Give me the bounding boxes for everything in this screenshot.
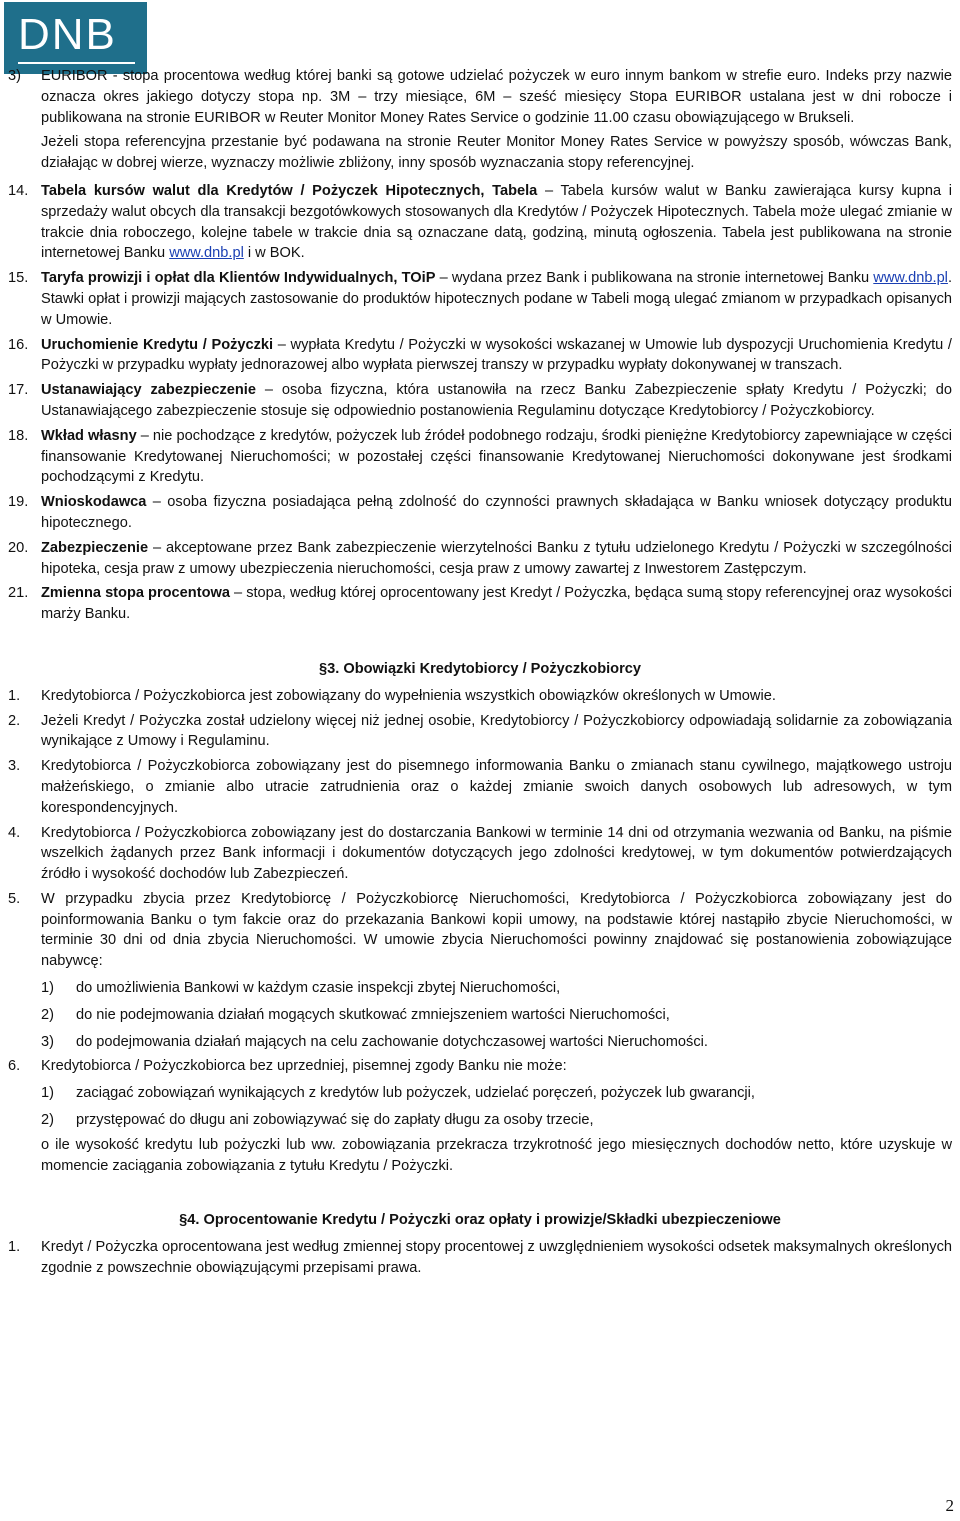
sub-list-item bbox=[41, 1032, 952, 1053]
definition-text: – osoba fizyczna, która ustanowiła na rzecz Banku Zabezpieczenie spłaty Kredytu / Pożyczki; do Ustanawiającego zabezpieczenie stosuje się odpowiednio postanowienia Regulaminu dotyczące Kredytobiorcy / Pożyczkobiorcy. bbox=[41, 382, 952, 419]
definition-term: Uruchomienie Kredytu / Pożyczki bbox=[41, 336, 274, 353]
definition-item bbox=[8, 380, 952, 422]
section-4-title: §4. Oprocentowanie Kredytu / Pożyczki oraz opłaty i prowizje/Składki ubezpieczeniowe bbox=[179, 1212, 781, 1229]
definition-item bbox=[8, 335, 952, 377]
sub-item-number: 1) bbox=[41, 1085, 54, 1102]
sub-list-item bbox=[41, 978, 952, 999]
definition-item bbox=[8, 583, 952, 625]
item-number: 18. bbox=[8, 427, 29, 444]
definition-term: Wkład własny bbox=[41, 427, 137, 444]
item-number: 5. bbox=[8, 890, 21, 907]
definition-text-end: i w BOK. bbox=[243, 245, 305, 262]
list-item bbox=[8, 1237, 952, 1279]
item-text: W przypadku zbycia przez Kredytobiorcę / Pożyczkobiorcę Nieruchomości, Kredytobiorca / Pożyczkobiorca zobowiązany jest do poinformowania Banku o tym fakcie oraz do przekazania Bankowi kopii umowy, na podstawie której nastąpiło zbycie Nieruchomości, w terminie 30 dni od dnia zbycia Nieruchomości. W umowie zbycia Nieruchomości powinny znajdować się postanowienia zobowiązujące nabywcę: bbox=[41, 890, 952, 970]
definition-term: Wnioskodawca bbox=[41, 494, 147, 511]
definition-text-end: . Stawki opłat i prowizji mających zastosowanie do produktów hipotecznych podane w Tabeli mogą ulegać zmianom w przypadkach opisanych w Umowie. bbox=[41, 270, 952, 328]
item-text: EURIBOR - stopa procentowa według której banki są gotowe udzielać pożyczek w euro innym bankom w strefie euro. Indeks przy nazwie oznacza okres jakiego dotyczy stopa np. 3M – trzy miesiące, 6M – sześć miesięcy Stopa EURIBOR ustalana jest w dni robocze i publikowana na stronie EURIBOR w Reuter Monitor Money Rates Service o godzinie 11.00 czasu obowiązującego w Brukseli. bbox=[41, 68, 952, 126]
item-number: 17. bbox=[8, 382, 29, 399]
euribor-definition bbox=[8, 66, 952, 128]
sub-item-text: do podejmowania działań mających na celu zachowanie dotychczasowej wartości Nieruchomości. bbox=[76, 1033, 708, 1050]
item-number: 4. bbox=[8, 824, 21, 841]
dnb-website-link[interactable]: www.dnb.pl bbox=[873, 270, 948, 287]
item-number: 2. bbox=[8, 712, 21, 729]
list-item bbox=[8, 823, 952, 885]
dnb-logo bbox=[4, 2, 147, 74]
definition-term: Tabela kursów walut dla Kredytów / Pożyczek Hipotecznych, Tabela bbox=[41, 182, 538, 199]
section-4-list bbox=[8, 1237, 952, 1279]
item-number: 6. bbox=[8, 1058, 21, 1075]
item-text: Kredytobiorca / Pożyczkobiorca bez uprzedniej, pisemnej zgody Banku nie może: bbox=[41, 1058, 567, 1075]
item-number: 14. bbox=[8, 182, 29, 199]
item-number: 1. bbox=[8, 1239, 21, 1256]
list-item bbox=[8, 686, 952, 707]
logo-underline bbox=[18, 62, 135, 64]
sub-item-text: przystępować do długu ani zobowiązywać się do zapłaty długu za osoby trzecie, bbox=[76, 1112, 594, 1129]
definition-item bbox=[8, 181, 952, 264]
sub-list-item bbox=[41, 1005, 952, 1026]
item-number: 21. bbox=[8, 585, 29, 602]
list-item bbox=[8, 711, 952, 753]
item-number: 16. bbox=[8, 336, 29, 353]
sub-item-number: 2) bbox=[41, 1112, 54, 1129]
sub-list-item bbox=[41, 1110, 952, 1131]
definition-text: – Tabela kursów walut w Banku zawierająca kursy kupna i sprzedaży walut obcych dla transakcji bezgotówkowych stosowanych dla Kredytów / Pożyczek Hipotecznych. Tabela może ulegać zmianie w trakcie dnia roboczego, kolejne tabele w trakcie dnia są oznaczane datą, godziną, minutą ogłoszenia. Tabela jest publikowana na stronie internetowej Banku bbox=[41, 182, 952, 262]
definition-term: Ustanawiający zabezpieczenie bbox=[41, 382, 256, 399]
section-3-list bbox=[8, 686, 952, 1177]
definition-text: – stopa, według której oprocentowany jest Kredyt / Pożyczka, będąca sumą stopy referencyjnej oraz wysokości marży Banku. bbox=[41, 585, 952, 623]
sub-item-number: 1) bbox=[41, 980, 54, 997]
definitions-list bbox=[8, 181, 952, 625]
sub-item-number: 3) bbox=[41, 1033, 54, 1050]
definition-term: Zmienna stopa procentowa bbox=[41, 585, 230, 602]
item-number: 1. bbox=[8, 687, 21, 704]
item-text: Kredyt / Pożyczka oprocentowana jest według zmiennej stopy procentowej z uwzględnieniem wysokości odsetek maksymalnych określonych zgodnie z powszechnie obowiązującymi przepisami prawa. bbox=[41, 1239, 952, 1277]
sub-item-number: 2) bbox=[41, 1006, 54, 1023]
item-number: 20. bbox=[8, 539, 29, 556]
list-item bbox=[8, 756, 952, 818]
definition-text: – akceptowane przez Bank zabezpieczenie wierzytelności Banku z tytułu udzielonego Kredytu / Pożyczki w szczególności hipoteka, cesja praw z umowy ubezpieczenia nieruchomości, cesja praw z umowy zawartej z Inwestorem Zastępczym. bbox=[41, 539, 952, 577]
definition-text: – nie pochodzące z kredytów, pożyczek lub źródeł podobnego rodzaju, środki pieniężne Kredytobiorcy zapewniające w części finansowanie Kredytowanej Nieruchomości; w pozostałej części finansowanie Kredytowanej Nieruchomości dokonywane jest środkami pochodzącymi z Kredytu. bbox=[41, 427, 952, 486]
item-text: Kredytobiorca / Pożyczkobiorca jest zobowiązany do wypełnienia wszystkich obowiązków określonych w Umowie. bbox=[41, 687, 776, 704]
section-3-title: §3. Obowiązki Kredytobiorcy / Pożyczkobiorcy bbox=[319, 660, 641, 677]
sub-list-item bbox=[41, 1083, 952, 1104]
logo-text: DNB bbox=[18, 10, 117, 59]
item-number: 3) bbox=[8, 68, 21, 84]
item-text: Jeżeli Kredyt / Pożyczka został udzielony więcej niż jednej osobie, Kredytobiorcy / Pożyczkobiorcy odpowiadają solidarnie za zobowiązania wynikające z Umowy i Regulaminu. bbox=[41, 712, 952, 750]
page-number: 2 bbox=[945, 1496, 954, 1516]
definition-item bbox=[8, 492, 952, 534]
document-body bbox=[8, 66, 952, 1283]
item-number: 15. bbox=[8, 270, 29, 287]
sub-item-text: zaciągać zobowiązań wynikających z kredytów lub pożyczek, udzielać poręczeń, pożyczek lub gwarancji, bbox=[76, 1085, 755, 1102]
definition-text: – osoba fizyczna posiadająca pełną zdolność do czynności prawnych składająca w Banku wniosek dotyczący produktu hipotecznego. bbox=[41, 494, 952, 531]
definition-term: Zabezpieczenie bbox=[41, 539, 149, 556]
definition-text: – wydana przez Bank i publikowana na stronie internetowej Banku bbox=[435, 270, 874, 287]
dnb-website-link[interactable]: www.dnb.pl bbox=[169, 245, 244, 262]
definition-item bbox=[8, 538, 952, 580]
list-item bbox=[8, 1056, 952, 1077]
definition-text: – wypłata Kredytu / Pożyczki w wysokości wskazanej w Umowie lub dyspozycji Uruchomienia Kredytu / Pożyczki w przypadku wypłaty jednorazowej albo wypłata pierwszej transzy w przypadku wypłaty dokonywanej w transzach. bbox=[41, 336, 952, 374]
definition-item bbox=[8, 426, 952, 488]
item-number: 19. bbox=[8, 494, 29, 511]
item-number: 3. bbox=[8, 758, 21, 775]
definition-term: Taryfa prowizji i opłat dla Klientów Indywidualnych, TOiP bbox=[41, 270, 436, 287]
list-item bbox=[8, 889, 952, 972]
item-text: Kredytobiorca / Pożyczkobiorca zobowiązany jest do dostarczania Bankowi w terminie 14 dni od otrzymania wezwania od Banku, na piśmie wszelkich żądanych przez Bank informacji i dokumentów dotyczących jego zdolności kredytowej, w tym dokumentów potwierdzających źródło i wysokość dochodów lub Zabezpieczeń. bbox=[41, 824, 952, 883]
sub-item-text: do umożliwienia Bankowi w każdym czasie inspekcji zbytej Nieruchomości, bbox=[76, 980, 561, 997]
item-text: Kredytobiorca / Pożyczkobiorca zobowiązany jest do pisemnego informowania Banku o zmianach stanu cywilnego, majątkowego ustroju małżeńskiego, o zmianie albo utracie zatrudnienia oraz o każdej zmianie swoich danych osobowych lub adresowych, w tym korespondencyjnych. bbox=[41, 758, 952, 816]
euribor-continuation: Jeżeli stopa referencyjna przestanie być podawana na stronie Reuter Monitor Money Rates Service w powyższy sposób, wówczas Bank, działając w dobrej wierze, wyznaczy możliwie zbliżony, inny sposób wyznaczania stopy referencyjnej. bbox=[41, 134, 952, 172]
sub-item-text: do nie podejmowania działań mogących skutkować zmniejszeniem wartości Nieruchomości, bbox=[76, 1006, 670, 1023]
item-6-tail: o ile wysokość kredytu lub pożyczki lub ww. zobowiązania przekracza trzykrotność jego miesięcznych dochodów netto, które uzyskuje w momencie zaciągania zobowiązania z tytułu Kredytu / Pożyczki. bbox=[41, 1136, 952, 1174]
definition-item bbox=[8, 268, 952, 330]
